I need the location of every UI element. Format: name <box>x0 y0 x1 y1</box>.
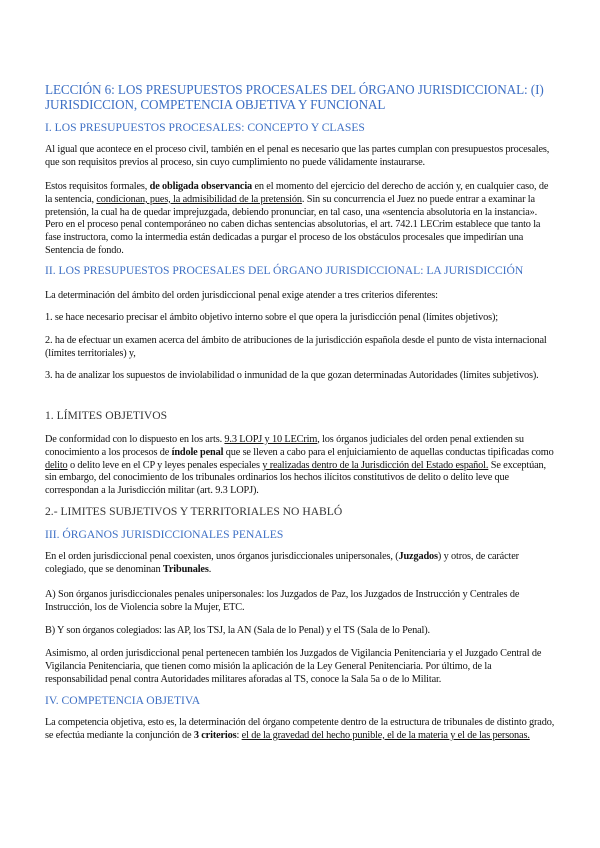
underlined-text: y realizadas dentro de la Jurisdicción del Estado español. <box>262 459 489 471</box>
paragraph-colegiados: B) Y son órganos colegiados: las AP, los TSJ, la AN (Sala de lo Penal) y el TS (Sala de lo Penal). <box>45 625 430 636</box>
text: que se lleven a cabo para el enjuiciamiento de aquellas conductas tipificadas como <box>223 446 554 458</box>
text: , los órganos judiciales del orden penal extienden su conocimiento a los procesos de <box>45 434 524 458</box>
bold-text: índole penal <box>171 446 224 458</box>
heading-presupuestos: I. LOS PRESUPUESTOS PROCESALES: CONCEPTO Y CLASES <box>45 121 365 134</box>
paragraph-requisitos <box>45 181 555 258</box>
text: . Sin su concurrencia el Juez no puede entrar a examinar la pretensión, la cual ha de quedar imprejuzgada, debiendo pronunciar, en tal caso, una «sentencia absolutoria en la instancia». Pero en el proceso penal contemporáneo no caben dichas sentencias absolutorias, el art. 742.1 LECrim establece que tanto la fase instructora, como la intermedia están dedicadas a purgar el proceso de los obstáculos procesales que impedirían una Sentencia de fondo. <box>45 193 541 256</box>
text: : <box>236 729 242 741</box>
lesson-title <box>45 82 555 112</box>
paragraph-limites-objetivos <box>45 434 555 498</box>
text: De conformidad con lo dispuesto en los arts. <box>45 434 225 445</box>
text: . <box>208 563 212 575</box>
underlined-text: 9.3 LOPJ y 10 LECrim <box>224 434 318 445</box>
text: en el momento del ejercicio del derecho de acción y, en cualquier caso, de la sentencia, <box>45 181 549 205</box>
paragraph-organos <box>45 551 555 577</box>
heading-competencia-objetiva: IV. COMPETENCIA OBJETIVA <box>45 694 201 707</box>
paragraph-unipersonales: A) Son órganos jurisdiccionales penales unipersonales: los Juzgados de Paz, los Juzgados de Instrucción y Centrales de Instrucción, los de Violencia sobre la Mujer, ETC. <box>45 589 520 613</box>
bold-text: 3 criterios <box>193 729 237 741</box>
text: En el orden jurisdiccional penal coexisten, unos órganos jurisdiccionales unipersonales, ( <box>45 551 399 562</box>
underlined-text: delito <box>45 459 68 471</box>
underlined-text: condicionan, pues, la admisibilidad de la pretensión <box>96 193 302 205</box>
bold-text: Tribunales <box>162 563 209 575</box>
lesson-title-line2: JURISDICCION, COMPETENCIA OBJETIVA Y FUNCIONAL <box>45 97 386 112</box>
criterion-1: 1. se hace necesario precisar el ámbito objetivo interno sobre el que opera la jurisdicción penal (límites objetivos); <box>45 312 498 323</box>
text: ) y otros, de carácter colegiado, que se denominan <box>45 551 519 575</box>
heading-limites-subjetivos: 2.- LIMITES SUBJETIVOS Y TERRITORIALES NO HABLÓ <box>45 505 343 518</box>
text: Estos requisitos formales, <box>45 181 150 192</box>
paragraph-criterios: La determinación del ámbito del orden jurisdiccional penal exige atender a tres criterios diferentes: <box>45 290 438 301</box>
criterion-2: 2. ha de efectuar un examen acerca del ámbito de atribuciones de la jurisdicción española desde el punto de vista internacional (límites territoriales) y, <box>45 335 547 359</box>
bold-text: Juzgados <box>398 551 438 562</box>
paragraph-intro: Al igual que acontece en el proceso civil, también en el penal es necesario que las partes cumplan con presupuestos procesales, que son requisitos previos al proceso, sin cuyo cumplimiento no puede válidamente instaurarse. <box>45 144 550 168</box>
heading-limites-objetivos: 1. LÍMITES OBJETIVOS <box>45 409 168 422</box>
heading-jurisdiccion: II. LOS PRESUPUESTOS PROCESALES DEL ÓRGANO JURISDICCIONAL: LA JURISDICCIÓN <box>45 264 524 277</box>
paragraph-vigilancia: Asimismo, al orden jurisdiccional penal pertenecen también los Juzgados de Vigilancia Penitenciaria y el Juzgado Central de Vigilancia Penitenciaria, que tienen como misión la aplicación de la Ley General Penitenciaria. Por último, de la responsabilidad penal contra Autoridades militares aforadas al TS, conoce la Sala 5a o de lo Militar. <box>45 648 542 685</box>
bold-text: de obligada observancia <box>149 181 253 192</box>
heading-organos: III. ÓRGANOS JURISDICCIONALES PENALES <box>45 528 284 541</box>
text: o delito leve en el CP y leyes penales especiales <box>67 459 263 471</box>
underlined-text: el de la gravedad del hecho punible, el de la materia y el de las personas. <box>241 729 530 741</box>
criterion-3: 3. ha de analizar los supuestos de inviolabilidad o inmunidad de la que gozan determinadas Autoridades (límites subjetivos). <box>45 370 539 381</box>
lesson-title-line1: LECCIÓN 6: LOS PRESUPUESTOS PROCESALES DEL ÓRGANO JURISDICCIONAL: (I) <box>45 82 544 97</box>
text: Se exceptúan, sin embargo, del conocimiento de los tribunales ordinarios los hechos ilícitos constitutivos de delito o delito leve que correspondan a la Jurisdicción militar (art. 9.3 LOPJ). <box>45 459 546 497</box>
text: La competencia objetiva, esto es, la determinación del órgano competente dentro de la estructura de tribunales de distinto grado, se efectúa mediante la conjunción de <box>45 717 555 741</box>
paragraph-competencia <box>45 717 555 743</box>
